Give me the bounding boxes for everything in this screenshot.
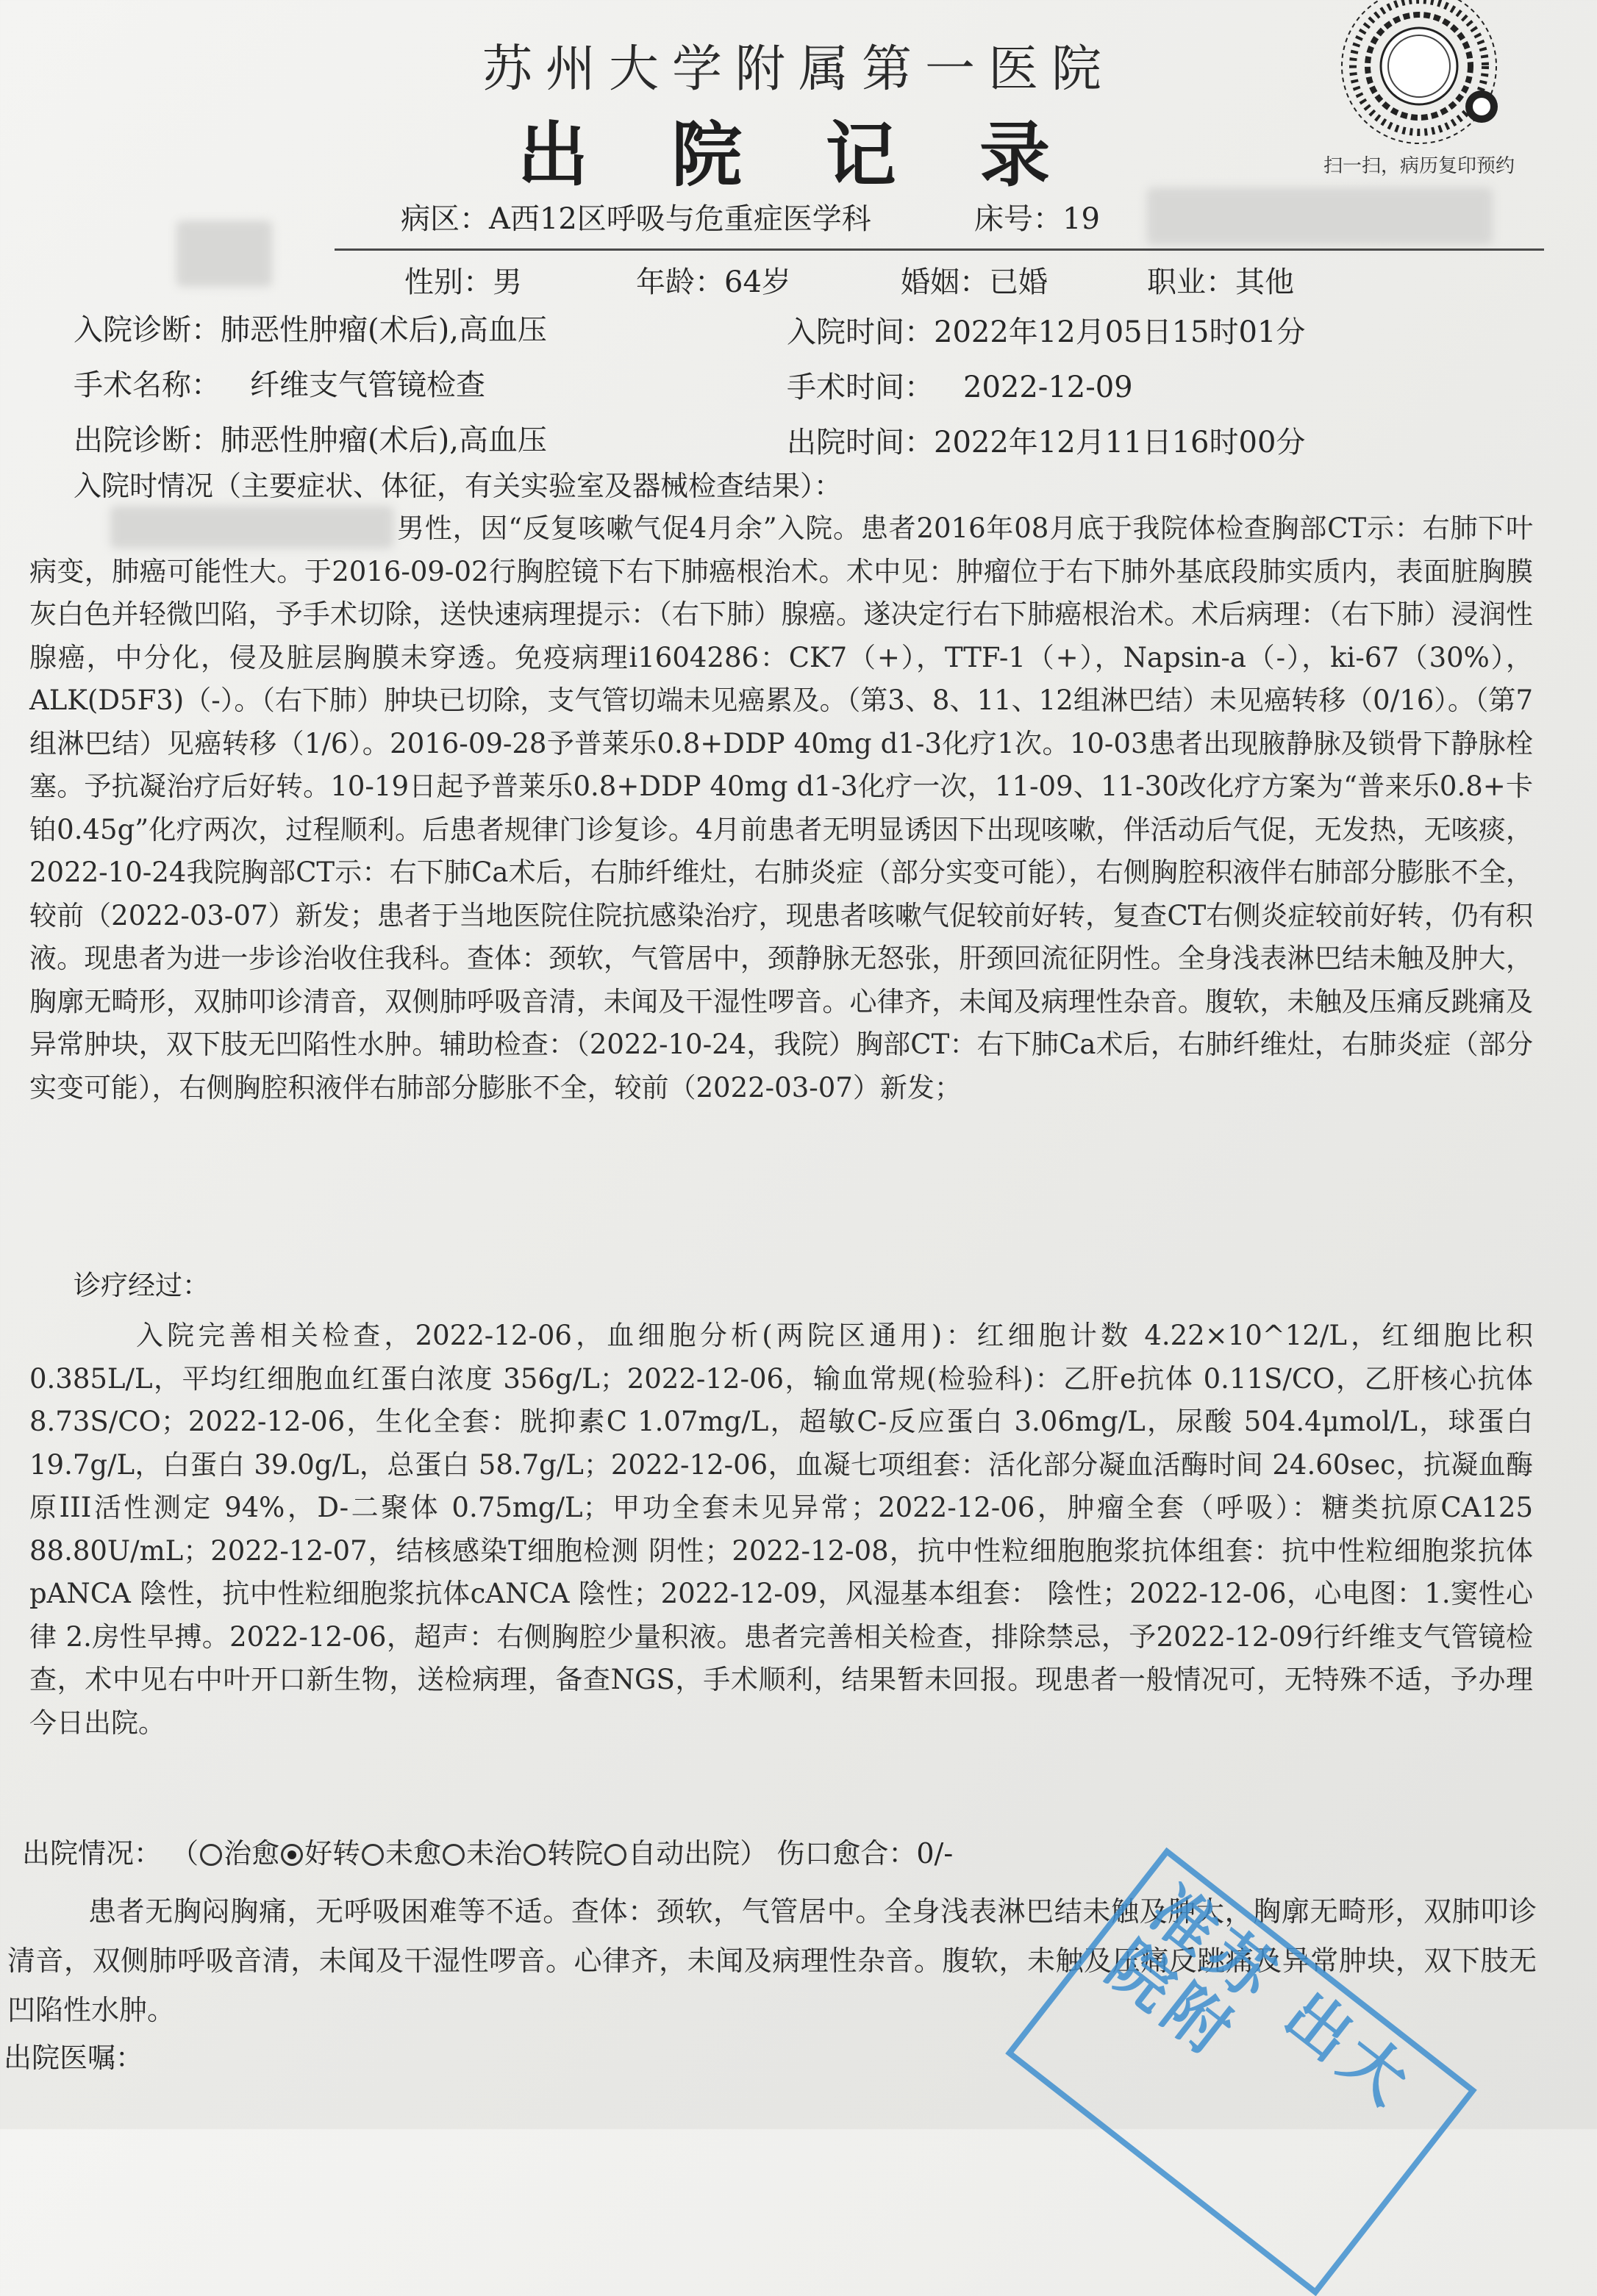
occupation-field <box>1147 259 1294 301</box>
radio-not-healed[interactable] <box>362 1844 384 1866</box>
discharge-status-text: 患者无胸闷胸痛，无呼吸困难等不适。查体：颈软，气管居中。全身浅表淋巴结未触及肿大，胸廓无畸形，双肺叩诊清音，双侧肺呼吸音清，未闻及干湿性啰音。心律齐，未闻及病理性杂音。腹软，未触及压痛反跳痛及异常肿块，双下肢无凹陷性水肿。 <box>7 1895 1537 2026</box>
marital-value: 已婚 <box>989 265 1048 299</box>
hospital-name: 苏州大学附属第一医院 <box>482 40 1115 99</box>
option-self-discharge: 自动出院 <box>628 1837 740 1870</box>
ward-field <box>401 196 871 237</box>
redacted-block <box>1147 187 1493 245</box>
stamp-text: 准苏 出大 院附 <box>1093 1873 1428 2123</box>
header-divider <box>335 248 1544 251</box>
admit-diagnosis-field <box>74 307 547 348</box>
wound-healing-value: 0/- <box>916 1837 954 1870</box>
radio-transferred[interactable] <box>524 1844 546 1866</box>
discharge-status-line <box>22 1831 953 1871</box>
sex-field <box>404 259 522 301</box>
radio-untreated[interactable] <box>443 1844 465 1866</box>
admit-diagnosis-label: 入院诊断： <box>74 313 221 347</box>
occupation-label: 职业： <box>1147 265 1235 299</box>
admit-diagnosis-value: 肺恶性肿瘤(术后),高血压 <box>221 313 547 347</box>
surgery-name-field <box>74 362 485 404</box>
surgery-name-value: 纤维支气管镜检查 <box>250 368 485 402</box>
status-paren-open: （ <box>171 1837 199 1870</box>
discharge-diagnosis-value: 肺恶性肿瘤(术后),高血压 <box>221 423 547 457</box>
qr-caption: 扫一扫，病历复印预约 <box>1323 155 1515 177</box>
wound-healing-label: 伤口愈合： <box>776 1837 917 1870</box>
discharge-time-label: 出院时间： <box>787 426 934 459</box>
bed-label: 床号： <box>974 202 1062 236</box>
marital-field <box>901 259 1048 301</box>
option-not-healed: 未愈 <box>385 1837 442 1870</box>
status-paren-close: ） <box>740 1837 768 1870</box>
option-transferred: 转院 <box>547 1837 604 1870</box>
option-improved: 好转 <box>304 1837 361 1870</box>
marital-label: 婚姻： <box>901 265 989 299</box>
option-untreated: 未治 <box>466 1837 523 1870</box>
admit-time-value: 2022年12月05日15时01分 <box>934 315 1306 349</box>
discharge-diagnosis-field <box>74 417 547 459</box>
surgery-time-value: 2022-12-09 <box>963 371 1133 404</box>
discharge-time-value: 2022年12月11日16时00分 <box>934 426 1306 459</box>
bed-field <box>974 196 1100 237</box>
admit-time-field <box>787 309 1305 351</box>
surgery-time-label: 手术时间： <box>787 371 934 404</box>
age-label: 年龄： <box>636 265 724 299</box>
surgery-name-label: 手术名称： <box>74 368 221 402</box>
course-section-title: 诊疗经过： <box>74 1270 210 1301</box>
occupation-value: 其他 <box>1235 265 1294 299</box>
discharge-time-field <box>787 419 1305 461</box>
bed-value: 19 <box>1062 202 1100 236</box>
ward-value: A西12区呼吸与危重症医学科 <box>489 202 871 236</box>
qr-code-icon[interactable] <box>1309 0 1529 147</box>
age-field <box>636 259 791 301</box>
admission-section-title: 入院时情况（主要症状、体征，有关实验室及器械检查结果）： <box>74 470 843 502</box>
radio-cured[interactable] <box>200 1844 222 1866</box>
sex-value: 男 <box>493 265 522 299</box>
discharge-status-label: 出院情况： <box>22 1837 162 1870</box>
document-title: 出 院 记 录 <box>517 113 1080 196</box>
ward-label: 病区： <box>401 202 489 236</box>
redacted-block <box>176 221 272 287</box>
sex-label: 性别： <box>404 265 493 299</box>
surgery-time-field <box>787 364 1133 406</box>
radio-improved[interactable] <box>281 1844 303 1866</box>
admit-time-label: 入院时间： <box>787 315 934 349</box>
age-value: 64岁 <box>724 265 791 299</box>
discharge-advice-title: 出院医嘱： <box>4 2042 144 2074</box>
option-cured: 治愈 <box>224 1837 280 1870</box>
radio-self-discharge[interactable] <box>604 1844 626 1866</box>
discharge-diagnosis-label: 出院诊断： <box>74 423 221 457</box>
admission-text: 男性，因“反复咳嗽气促4月余”入院。患者2016年08月底于我院体检查胸部CT示：右肺下叶病变，肺癌可能性大。于2016-09-02行胸腔镜下右下肺癌根治术。术中见：肿瘤位于右下肺外基底段肺实质内，表面脏胸膜灰白色并轻微凹陷，予手术切除，送快速病理提示：（右下肺）腺癌。遂决定行右下肺癌根治术。术后病理：（右下肺）浸润性腺癌，中分化，侵及脏层胸膜未穿透。免疫病理i1604286：CK7（+），TTF-1（+），Napsin-a（-），ki-67（30%），ALK(D5F3)（-）。（右下肺）肿块已切除，支气管切端未见癌累及。（第3、8、11、12组淋巴结）未见癌转移（0/16）。（第7组淋巴结）见癌转移（1/6）。2016-09-28予普莱乐0.8+DDP 40mg d1-3化疗1次。10-03患者出现腋静脉及锁骨下静脉栓塞。予抗凝治疗后好转。10-19日起予普莱乐0.8+DDP 40mg d1-3化疗一次，11-09、11-30改化疗方案为“普来乐0.8+卡铂0.45g”化疗两次，过程顺利。后患者规律门诊复诊。4月前患者无明显诱因下出现咳嗽，伴活动后气促，无发热，无咳痰，2022-10-24我院胸部CT示：右下肺Ca术后，右肺纤维灶，右肺炎症（部分实变可能），右侧胸腔积液伴右肺部分膨胀不全，较前（2022-03-07）新发；患者于当地医院住院抗感染治疗，现患者咳嗽气促较前好转，复查CT右侧炎症较前好转，仍有积液。现患者为进一步诊治收住我科。查体：颈软，气管居中，颈静脉无怒张，肝颈回流征阴性。全身浅表淋巴结未触及肿大，胸廓无畸形，双肺叩诊清音，双侧肺呼吸音清，未闻及干湿性啰音。心律齐，未闻及病理性杂音。腹软，未触及压痛反跳痛及异常肿块，双下肢无凹陷性水肿。辅助检查：（2022-10-24，我院）胸部CT：右下肺Ca术后，右肺纤维灶，右肺炎症（部分实变可能），右侧胸腔积液伴右肺部分膨胀不全，较前（2022-03-07）新发； <box>29 512 1533 1104</box>
course-text: 入院完善相关检查，2022-12-06，血细胞分析(两院区通用)：红细胞计数 4.22×10^12/L，红细胞比积 0.385L/L，平均红细胞血红蛋白浓度 356g/L；2022-12-06，输血常规(检验科)：乙肝e抗体 0.11S/CO，乙肝核心抗体 8.73S/CO；2022-12-06，生化全套：胱抑素C 1.07mg/L，超敏C-反应蛋白 3.06mg/L，尿酸 504.4μmol/L，球蛋白 19.7g/L，白蛋白 39.0g/L，总蛋白 58.7g/L；2022-12-06，血凝七项组套：活化部分凝血活酶时间 24.60sec，抗凝血酶原III活性测定 94%，D-二聚体 0.75mg/L；甲功全套未见异常；2022-12-06，肿瘤全套（呼吸）：糖类抗原CA125 88.80U/mL；2022-12-07，结核感染T细胞检测 阴性；2022-12-08，抗中性粒细胞胞浆抗体组套：抗中性粒细胞浆抗体pANCA 陰性，抗中性粒细胞浆抗体cANCA 陰性；2022-12-09，风湿基本组套： 陰性；2022-12-06，心电图：1.窦性心律 2.房性早搏。2022-12-06，超声：右侧胸腔少量积液。患者完善相关检查，排除禁忌，予2022-12-09行纤维支气管镜检查，术中见右中叶开口新生物，送检病理，备查NGS，手术顺利，结果暂未回报。现患者一般情况可，无特殊不适，予办理今日出院。 <box>29 1320 1533 1739</box>
